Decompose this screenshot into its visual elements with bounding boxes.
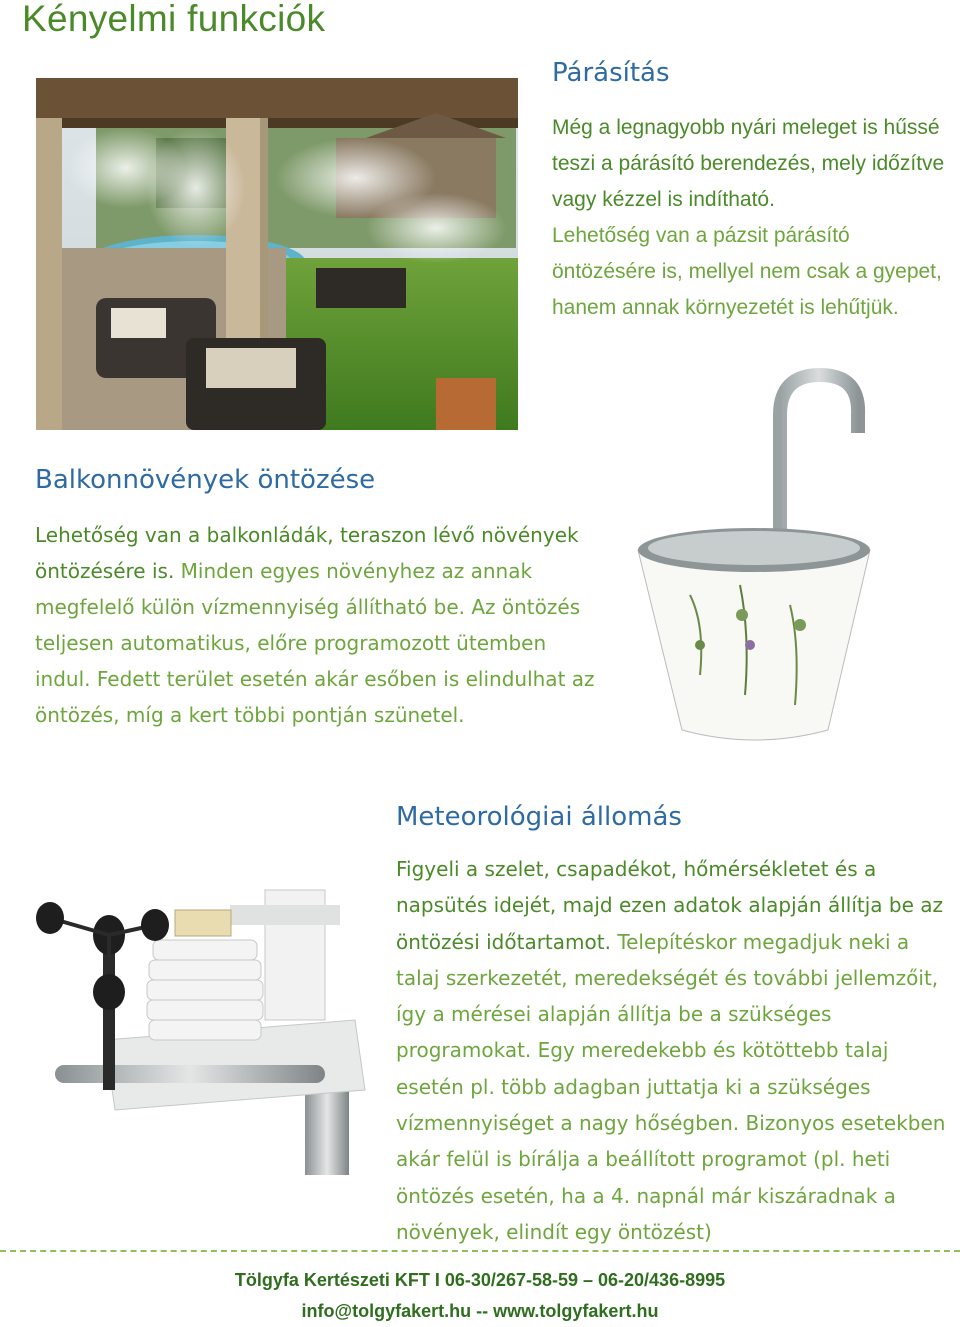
paragraph: Egy meredekebb és kötöttebb talaj esetén pl. több adagban juttatja ki a szükséges vízmennyiséget a nagy hőségben. [396, 1038, 889, 1136]
section-body-meteo [396, 851, 956, 1250]
paragraph: Telepítéskor megadjuk neki a talaj szerkezetét, meredekségét és további jellemzőit, így a mérései alapján állítja be a szükséges programokat. [396, 929, 939, 1063]
section-heading-balkon: Balkonnövények öntözése [35, 465, 376, 495]
page-title: Kényelmi funkciók [22, 0, 326, 39]
section-heading-meteo: Meteorológiai állomás [396, 802, 682, 832]
paragraph: Fedett terület esetén akár esőben is elindulhat az öntözés, míg a kert többi pontján szünetel. [35, 667, 595, 727]
patio-misting-photo [36, 78, 518, 430]
paragraph: Lehetőség van a pázsit párásító öntözésére is, mellyel nem csak a gyepet, hanem annak környezetét is lehűtjük. [552, 224, 942, 319]
paragraph: Figyeli a szelet, csapadékot, hőmérsékletet és a napsütés idejét, majd ezen adatok alapján állítja be az öntözési időtartamot. [396, 857, 943, 954]
paragraph: Még a legnagyobb nyári meleget is hűssé teszi a párásító berendezés, mely időzítve vagy kézzel is indítható. [552, 116, 945, 211]
section-heading-parasitas: Párásítás [552, 58, 670, 88]
hanging-planter-image [630, 355, 880, 755]
footer-divider [0, 1250, 960, 1252]
paragraph: Az öntözés teljesen automatikus, előre programozott ütemben indul. [35, 595, 581, 691]
footer [0, 1265, 960, 1327]
paragraph: Lehetőség van a balkonládák, teraszon lévő növények öntözésére is. [35, 523, 579, 583]
section-body-parasitas [552, 110, 947, 326]
weather-station-image [25, 880, 385, 1180]
footer-web-line[interactable]: info@tolgyfakert.hu -- www.tolgyfakert.hu [301, 1301, 659, 1321]
paragraph: Bizonyos esetekben akár felül is bírálja a beállított programot (pl. heti öntözés esetén, ha a 4. napnál már kiszáradnak a növények, elindít egy öntözést) [396, 1111, 946, 1244]
section-body-balkon [35, 517, 605, 733]
paragraph: Minden egyes növényhez az annak megfelelő külön vízmennyiség állítható be. [35, 559, 533, 619]
footer-contact-line: Tölgyfa Kertészeti KFT I 06-30/267-58-59 – 06-20/436-8995 [234, 1270, 726, 1290]
